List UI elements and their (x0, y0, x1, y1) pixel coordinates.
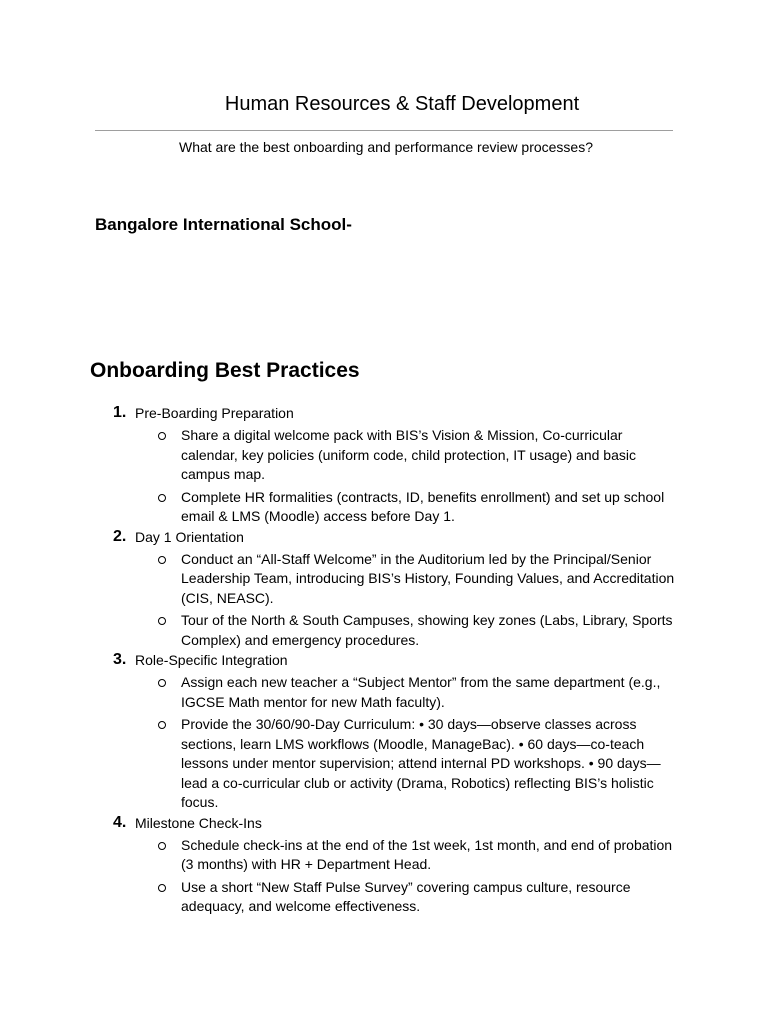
bullet-item (0, 488, 768, 527)
page-title: Human Resources & Staff Development (224, 93, 580, 115)
hollow-circle-bullet-icon (158, 494, 166, 502)
bullet-item (0, 611, 768, 650)
bullet-item (0, 715, 768, 813)
bullet-text: Use a short “New Staff Pulse Survey” covering campus culture, resource adequacy, and welcome effectiveness. (181, 878, 631, 914)
school-name: Bangalore International School- (95, 215, 352, 234)
step-number: 4. (113, 813, 127, 831)
step-bullets (0, 836, 768, 917)
step-bullets (0, 673, 768, 813)
step-item (0, 814, 768, 917)
step-number: 1. (113, 404, 127, 421)
hollow-circle-bullet-icon (158, 432, 166, 440)
step-item (0, 528, 768, 651)
bullet-item (0, 878, 768, 917)
step-label: Role-Specific Integration (135, 652, 288, 668)
step-item (0, 404, 768, 527)
bullet-text: Tour of the North & South Campuses, showing key zones (Labs, Library, Sports Complex) and emergency procedures. (181, 612, 673, 648)
step-item (0, 651, 768, 813)
step-label: Milestone Check-Ins (135, 814, 262, 831)
bullet-text: Provide the 30/60/90-Day Curriculum: • 30 days—observe classes across sections, learn LMS workflows (Moodle, ManageBac). • 60 days—co-teach lessons under mentor supervision; attend internal PD workshops. • 90 days—lead a co-curricular club or activity (Drama, Robotics) reflecting BIS’s holistic focus. (181, 716, 661, 810)
hollow-circle-bullet-icon (158, 556, 166, 564)
bullet-text: Conduct an “All-Staff Welcome” in the Auditorium led by the Principal/Senior Leadership Team, introducing BIS’s History, Founding Values, and Accreditation (CIS, NEASC). (181, 550, 675, 606)
hollow-circle-bullet-icon (158, 842, 166, 850)
step-number: 3. (113, 651, 127, 668)
bullet-text: Share a digital welcome pack with BIS’s Vision & Mission, Co-curricular calendar, key policies (uniform code, child protection, IT usage) and basic campus map. (181, 427, 636, 482)
step-bullets (0, 426, 768, 527)
hollow-circle-bullet-icon (158, 721, 166, 729)
bullet-text: Assign each new teacher a “Subject Mentor” from the same department (e.g., IGCSE Math mentor for new Math faculty). (181, 674, 661, 710)
step-number: 2. (113, 527, 127, 545)
title-divider (95, 130, 673, 131)
step-label: Pre-Boarding Preparation (135, 405, 294, 421)
page-subtitle: What are the best onboarding and performance review processes? (178, 139, 593, 155)
onboarding-steps-list (0, 404, 768, 918)
hollow-circle-bullet-icon (158, 679, 166, 687)
bullet-item (0, 426, 768, 485)
hollow-circle-bullet-icon (158, 884, 166, 892)
hollow-circle-bullet-icon (158, 617, 166, 625)
bullet-item (0, 673, 768, 712)
section-heading: Onboarding Best Practices (90, 359, 360, 382)
bullet-text: Schedule check-ins at the end of the 1st week, 1st month, and end of probation (3 months) with HR + Department Head. (181, 836, 673, 872)
step-label: Day 1 Orientation (135, 528, 244, 545)
bullet-text: Complete HR formalities (contracts, ID, benefits enrollment) and set up school email & LMS (Moodle) access before Day 1. (181, 488, 665, 524)
bullet-item (0, 550, 768, 609)
step-bullets (0, 550, 768, 651)
bullet-item (0, 836, 768, 875)
